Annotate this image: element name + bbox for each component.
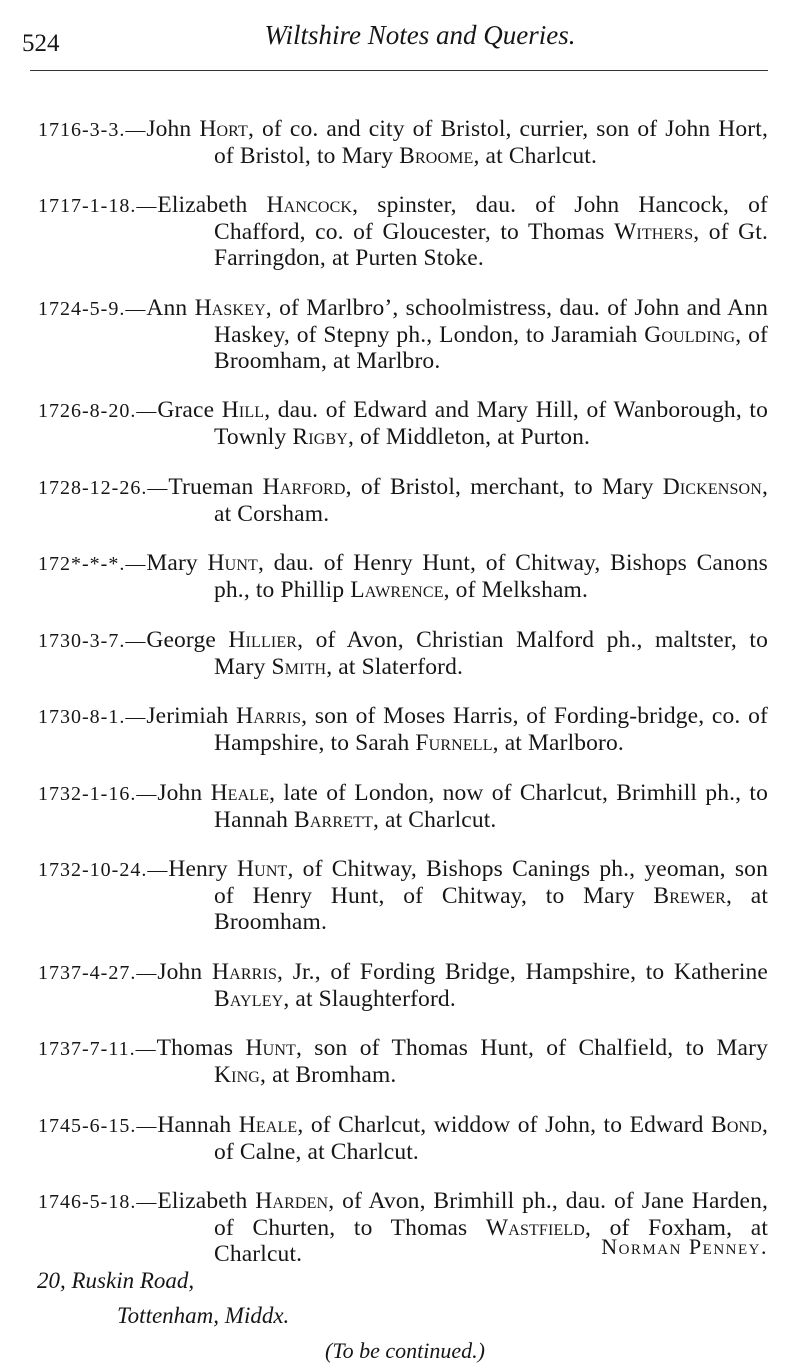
entry-surname: Brewer (653, 883, 726, 909)
marriage-entry (38, 116, 768, 169)
entry-surname: Furnell (415, 730, 493, 756)
entry-surname: Bayley (214, 985, 284, 1012)
entry-text: Ann (146, 294, 195, 321)
entry-text: John (157, 779, 211, 806)
entry-text: , of Avon, Brimhill ph., dau. of Jane Harden, of Churten, to Thomas (214, 1188, 768, 1241)
marriage-entry (38, 627, 768, 680)
entry-date: 1745-6-15.— (38, 1114, 158, 1137)
page-number: 524 (22, 30, 60, 57)
entry-text: , at Slaterford. (326, 653, 464, 680)
to-be-continued-note: (To be continued.) (325, 1338, 485, 1363)
marriage-entry (38, 856, 768, 935)
entry-text: , son of Thomas Hunt, of Chalfield, to Mary (295, 1035, 768, 1061)
entry-text: , of Calne, at Charlcut. (214, 1111, 768, 1165)
entry-surname: Harris (236, 703, 302, 729)
marriage-entry (38, 550, 768, 603)
entry-surname: Hunt (207, 550, 258, 576)
entry-date: 1730-3-7.— (38, 629, 147, 652)
entry-surname: Hancock (266, 192, 353, 218)
entry-surname: Harris (212, 958, 277, 985)
entry-date: 1732-1-16.— (38, 782, 158, 805)
entry-text: , son of Moses Harris, of Fording-bridge, co. of Hampshire, to Sarah (214, 703, 768, 756)
entry-text: , at Charlcut. (473, 142, 597, 169)
entry-surname: Hill (221, 397, 265, 423)
marriage-entry (38, 295, 768, 374)
entry-text: John (146, 115, 200, 142)
entry-text: , of Chitway, Bishops Canings ph., yeoman, son of Henry Hunt, of Chitway, to Mary (214, 856, 768, 909)
entry-surname: Haskey (194, 294, 266, 321)
entry-text: Thomas (156, 1035, 246, 1061)
entry-text: Grace (157, 397, 222, 423)
entry-text: , at Bromham. (260, 1062, 397, 1088)
marriage-entry (38, 397, 768, 450)
header-rule (30, 70, 768, 71)
entry-surname: Goulding (644, 321, 736, 348)
entry-text: , of Middleton, at Purton. (347, 424, 591, 450)
entry-text: , at Charlcut. (372, 806, 497, 833)
entry-text: , late of London, now of Charlcut, Brimhill ph., to Hannah (214, 779, 768, 833)
entry-surname: Hunt (237, 856, 288, 882)
entry-text: , of Avon, Christian Malford ph., maltster, to Mary (214, 626, 768, 680)
entry-date: 1732-10-24.— (38, 859, 169, 881)
address-line-1: 20, Ruskin Road, (37, 1268, 195, 1293)
entry-date: 1716-3-3.— (38, 118, 147, 141)
entry-text: , of Broomham, at Marlbro. (214, 321, 768, 374)
entry-text: , at Slaughterford. (283, 985, 456, 1012)
entry-text: Jerimiah (146, 703, 237, 729)
entry-surname: Barrett (294, 806, 373, 833)
entry-date: 172*-*-*.— (38, 553, 147, 575)
entry-surname: Rigby (292, 424, 348, 450)
marriage-entry (38, 703, 768, 756)
marriage-entry (38, 959, 768, 1012)
author-signature: Norman Penney. (601, 1234, 768, 1259)
entry-surname: Dickenson (662, 473, 762, 500)
entry-surname: Lawrence (350, 577, 444, 603)
entry-text: , of Melksham. (443, 577, 589, 603)
entry-text: , of Gt. Farringdon, at Purten Stoke. (214, 219, 768, 271)
entry-surname: Harden (255, 1188, 329, 1214)
entry-surname: Bond (711, 1111, 762, 1138)
entry-date: 1746-5-18.— (38, 1191, 158, 1213)
entry-date: 1724-5-9.— (38, 297, 147, 320)
entry-date: 1730-8-1.— (38, 706, 147, 728)
entry-text: Elizabeth (157, 192, 267, 218)
entry-surname: Hunt (245, 1035, 296, 1061)
entry-text: Mary (146, 550, 208, 576)
entry-surname: Wastfield (485, 1215, 586, 1241)
entry-text: , of Marlbro’, schoolmistress, dau. of John and Ann Haskey, of Stepny ph., London, to Jaramiah (214, 294, 768, 348)
entry-date: 1717-1-18.— (38, 195, 158, 217)
entry-date: 1726-8-20.— (38, 400, 158, 422)
entry-text: , of Bristol, merchant, to Mary (345, 473, 663, 500)
entry-text: Trueman (168, 473, 263, 500)
entry-surname: Heale (210, 779, 270, 806)
entry-surname: Hillier (228, 626, 298, 653)
entry-text: , dau. of Henry Hunt, of Chitway, Bishops Canons ph., to Phillip (214, 550, 768, 603)
entry-surname: Broome (399, 142, 474, 169)
entry-text: , at Corsham. (214, 473, 768, 527)
marriage-entries-list (38, 92, 768, 1278)
marriage-entry (38, 1035, 768, 1088)
entry-surname: Hort (199, 115, 248, 142)
page-header (0, 18, 800, 58)
entry-text: , of Foxham, at Charlcut. (214, 1215, 768, 1267)
entry-date: 1728-12-26.— (38, 476, 169, 499)
entry-surname: Heale (238, 1111, 298, 1138)
entry-text: , at Marlboro. (492, 730, 624, 756)
entry-text: , spinster, dau. of John Hancock, of Chafford, co. of Gloucester, to Thomas (214, 192, 768, 245)
entry-text: , dau. of Edward and Mary Hill, of Wanborough, to Townly (214, 397, 768, 450)
entry-surname: Harford (262, 473, 346, 500)
entry-text: , at Broomham. (214, 883, 769, 935)
address-line-2: Tottenham, Middx. (117, 1303, 290, 1328)
marriage-entry (38, 192, 768, 271)
running-title: Wiltshire Notes and Queries. (264, 20, 576, 50)
marriage-entry (38, 474, 768, 527)
entry-surname: Withers (614, 219, 694, 245)
marriage-entry (38, 780, 768, 833)
entry-text: Elizabeth (157, 1188, 256, 1214)
entry-text: , of Charlcut, widdow of John, to Edward (297, 1111, 712, 1138)
entry-text: Hannah (157, 1111, 239, 1138)
entry-text: Henry (168, 856, 237, 882)
entry-text: , Jr., of Fording Bridge, Hampshire, to Katherine (277, 958, 768, 985)
entry-text: , of co. and city of Bristol, currier, son of John Hort, of Bristol, to Mary (214, 115, 768, 169)
entry-text: George (146, 626, 229, 653)
entry-date: 1737-4-27.— (38, 961, 158, 984)
entry-surname: King (214, 1062, 261, 1088)
marriage-entry (38, 1112, 768, 1165)
entry-surname: Smith (271, 653, 327, 680)
entry-date: 1737-7-11.— (38, 1038, 157, 1060)
entry-text: John (157, 958, 212, 985)
